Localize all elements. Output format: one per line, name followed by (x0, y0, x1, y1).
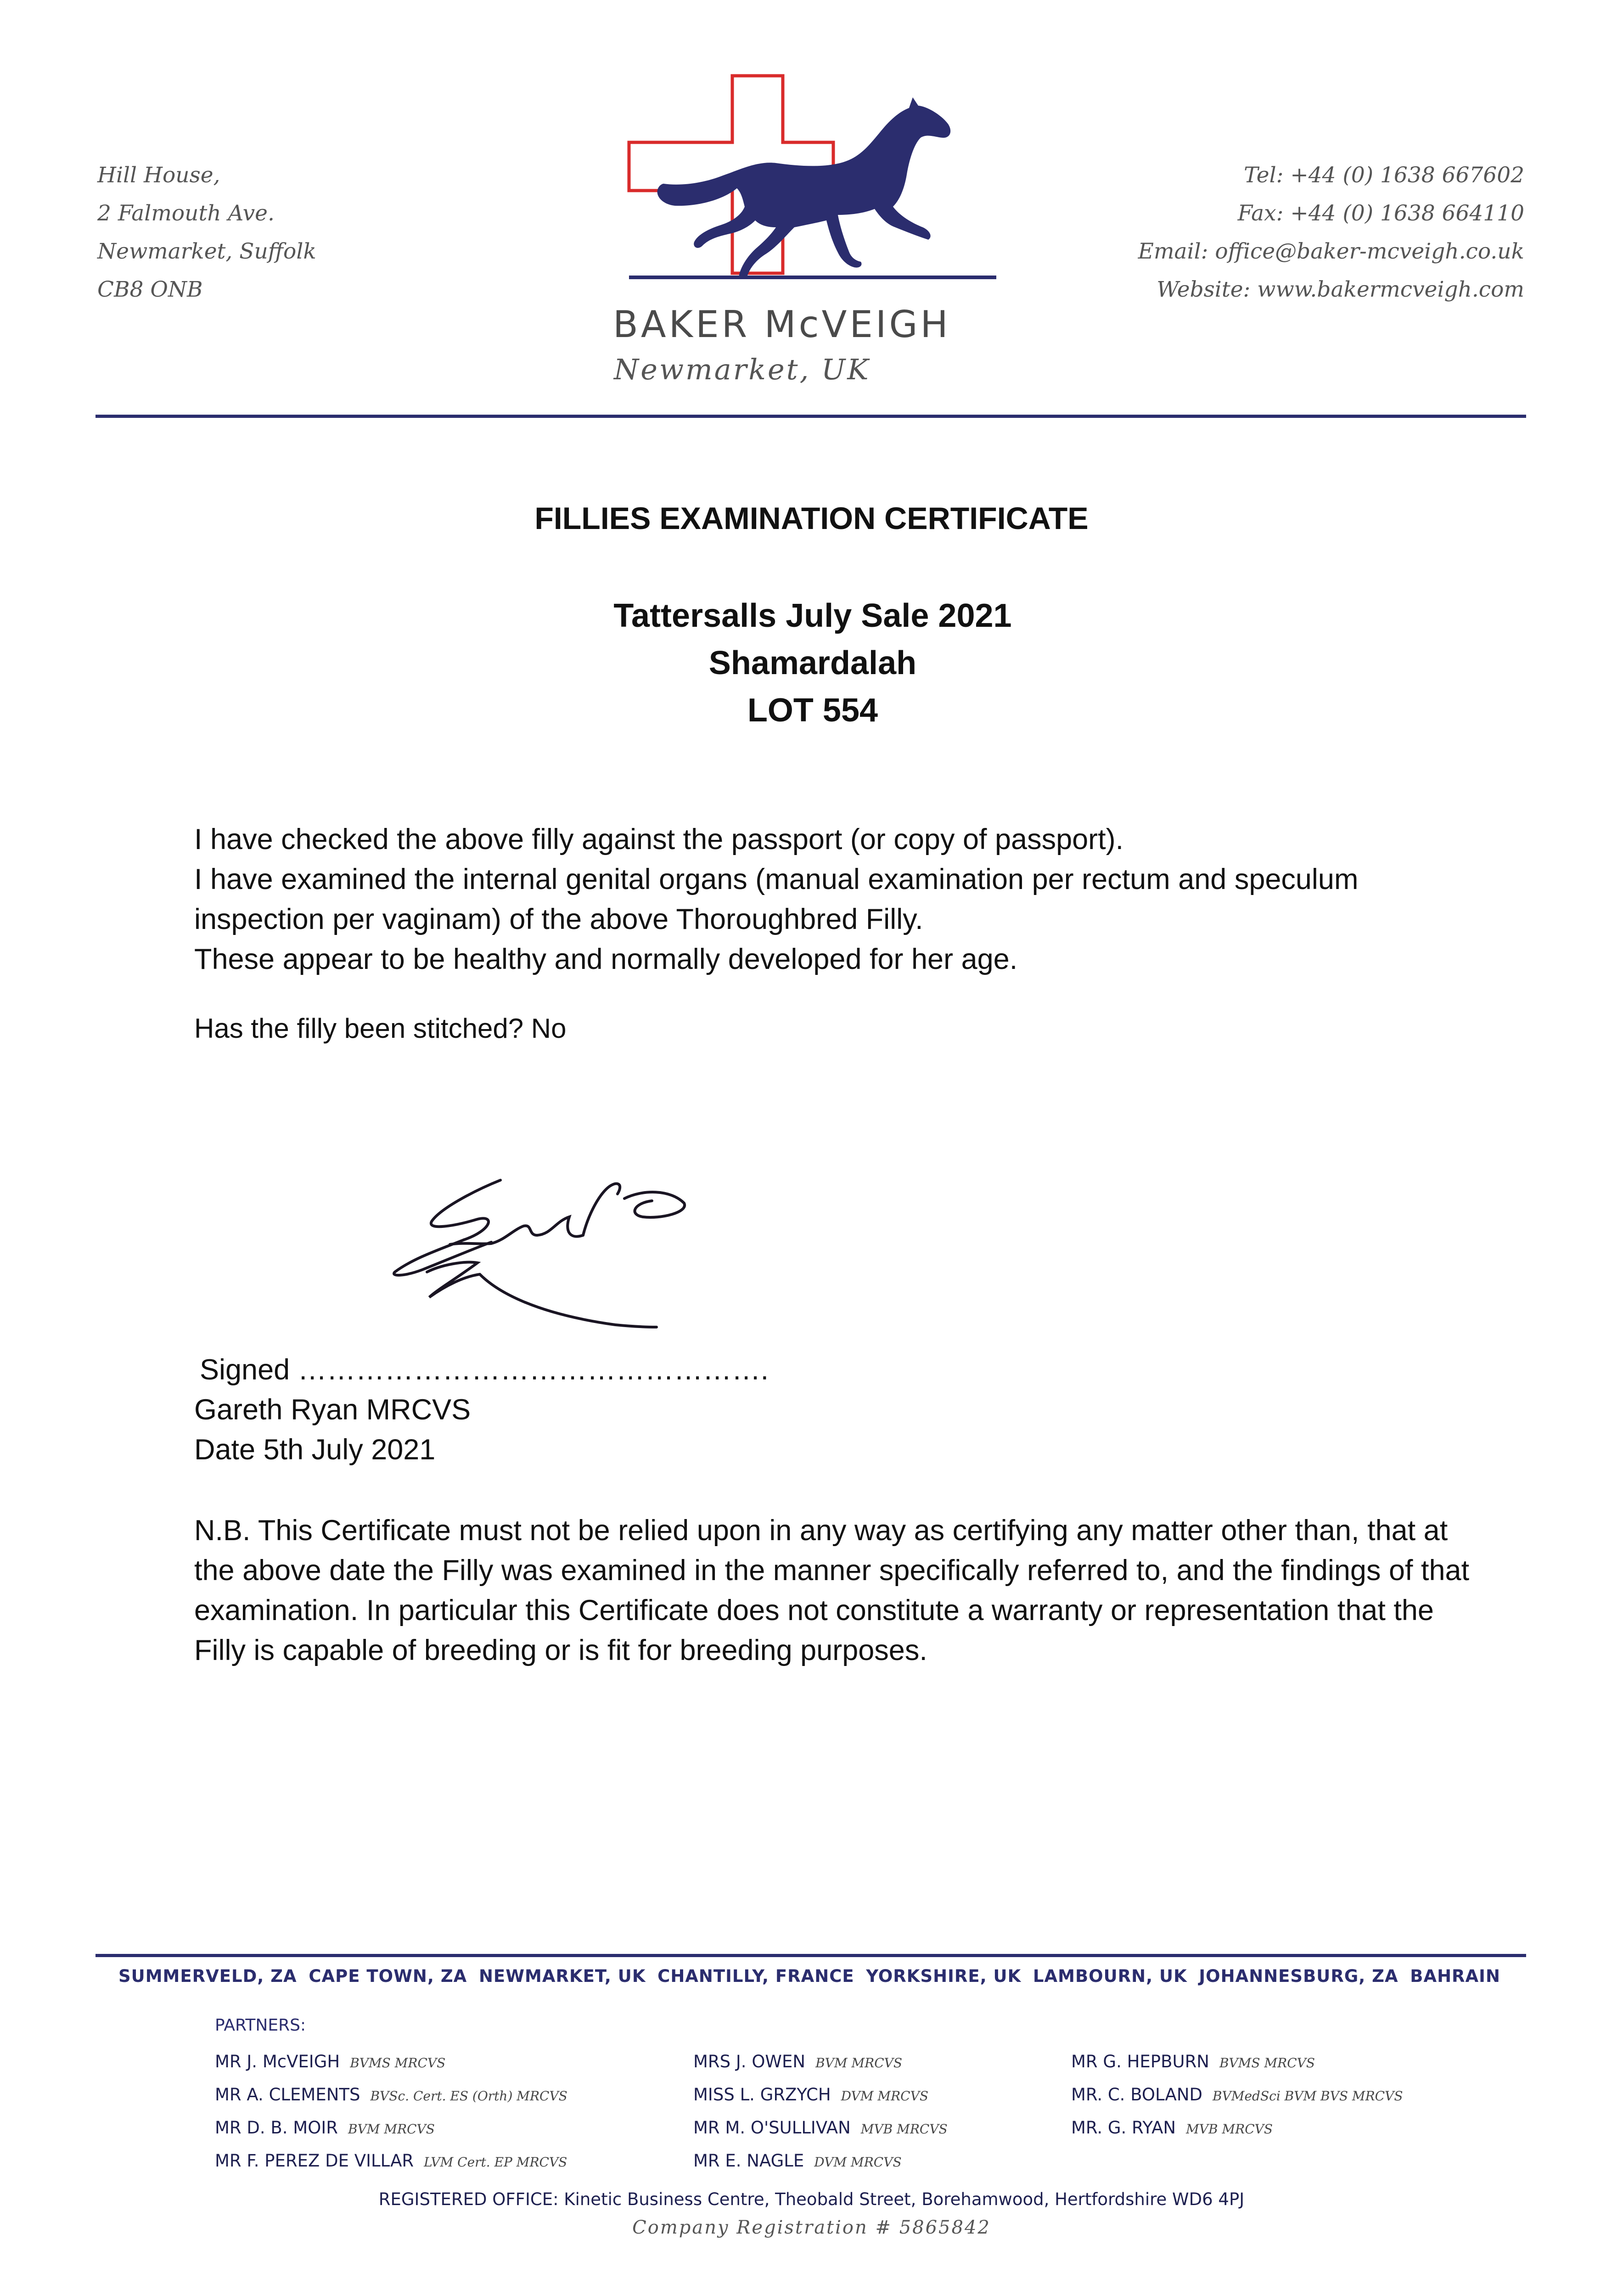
partner-entry (693, 2079, 948, 2112)
signature-image (386, 1162, 725, 1341)
office-location: LAMBOURN, UK (1033, 1966, 1187, 1986)
address-line: 2 Falmouth Ave. (97, 201, 275, 226)
office-location: CAPE TOWN, ZA (309, 1966, 467, 1986)
partner-entry (215, 2145, 567, 2178)
phone-number: Tel: +44 (0) 1638 667602 (1244, 163, 1524, 188)
horse-cross-logo-icon (624, 69, 1001, 400)
certificate-title: FILLIES EXAMINATION CERTIFICATE (534, 501, 1089, 536)
horse-name: Shamardalah (708, 645, 917, 681)
sale-details (611, 592, 1015, 734)
partners-column (215, 2046, 567, 2178)
partner-name: MR F. PEREZ DE VILLAR (215, 2151, 414, 2171)
partner-name: MR A. CLEMENTS (215, 2085, 360, 2105)
office-location: BAHRAIN (1410, 1966, 1500, 1986)
partner-name: MRS J. OWEN (693, 2052, 806, 2071)
office-location: YORKSHIRE, UK (866, 1966, 1022, 1986)
partner-qualification: BVMS MRCVS (1219, 2055, 1315, 2071)
office-location: SUMMERVELD, ZA (118, 1966, 297, 1986)
partner-name: MR J. McVEIGH (215, 2052, 340, 2071)
partner-entry (215, 2112, 567, 2145)
registered-office: REGISTERED OFFICE: Kinetic Business Centre, Theobald Street, Borehamwood, Hertfordshire WD6 4PJ (378, 2189, 1245, 2209)
signed-line: Signed …………………………………………. (200, 1354, 769, 1386)
partner-qualification: DVM MRCVS (814, 2155, 902, 2170)
partner-qualification: MVB MRCVS (1186, 2122, 1273, 2137)
partner-name: MR E. NAGLE (693, 2151, 804, 2171)
fax-number: Fax: +44 (0) 1638 664110 (1237, 201, 1524, 226)
partner-qualification: BVSc. Cert. ES (Orth) MRCVS (370, 2088, 567, 2104)
office-locations (118, 1966, 1500, 1986)
company-logo (624, 69, 1001, 400)
signature-icon (386, 1162, 725, 1341)
brand-name: BAKER McVEIGH (613, 303, 951, 346)
email-address: Email: office@baker-mcveigh.co.uk (1138, 239, 1524, 264)
address-line: Hill House, (97, 163, 220, 188)
body-paragraph: These appear to be healthy and normally developed for her age. (194, 943, 1018, 975)
partner-name: MR M. O'SULLIVAN (693, 2118, 851, 2138)
partner-name: MR. C. BOLAND (1071, 2085, 1202, 2105)
partner-entry (693, 2046, 948, 2079)
body-paragraph: I have examined the internal genital organs (manual examination per rectum and speculum inspection per vaginam) of the above Thoroughbred Filly. (194, 863, 1359, 935)
partner-entry (215, 2046, 567, 2079)
partner-entry (1071, 2079, 1403, 2112)
header-divider (95, 415, 1526, 418)
office-location: JOHANNESBURG, ZA (1199, 1966, 1398, 1986)
partner-qualification: LVM Cert. EP MRCVS (424, 2155, 567, 2170)
partner-entry (693, 2112, 948, 2145)
partner-qualification: BVM MRCVS (348, 2122, 435, 2137)
signature-date: Date 5th July 2021 (194, 1434, 436, 1466)
partner-qualification: BVM MRCVS (815, 2055, 903, 2071)
partner-qualification: BVMS MRCVS (350, 2055, 446, 2071)
lot-number: LOT 554 (747, 692, 878, 729)
partner-entry (693, 2145, 948, 2178)
address-line: CB8 ONB (97, 277, 203, 302)
partner-qualification: DVM MRCVS (841, 2088, 928, 2104)
certificate-body (194, 820, 1480, 979)
company-registration: Company Registration # 5865842 (632, 2217, 991, 2238)
partner-name: MR D. B. MOIR (215, 2118, 338, 2138)
partners-column (693, 2046, 948, 2178)
stitched-question: Has the filly been stitched? No (194, 1013, 567, 1044)
office-location: CHANTILLY, FRANCE (657, 1966, 854, 1986)
partner-qualification: MVB MRCVS (860, 2122, 948, 2137)
partner-name: MISS L. GRZYCH (693, 2085, 831, 2105)
partner-entry (1071, 2112, 1403, 2145)
footer-divider (95, 1954, 1526, 1957)
brand-location: Newmarket, UK (614, 353, 870, 386)
partners-label: PARTNERS: (215, 2016, 306, 2035)
partner-qualification: BVMedSci BVM BVS MRCVS (1213, 2088, 1403, 2104)
body-paragraph: I have checked the above filly against the passport (or copy of passport). (194, 823, 1124, 855)
company-address (97, 156, 316, 309)
website-address: Website: www.bakermcveigh.com (1157, 277, 1524, 302)
partner-name: MR. G. RYAN (1071, 2118, 1176, 2138)
company-contacts (1138, 156, 1524, 309)
signatory-name: Gareth Ryan MRCVS (194, 1394, 471, 1426)
address-line: Newmarket, Suffolk (97, 239, 316, 264)
partners-column (1071, 2046, 1403, 2145)
partner-name: MR G. HEPBURN (1071, 2052, 1209, 2071)
sale-name: Tattersalls July Sale 2021 (613, 597, 1012, 634)
signature-block (194, 1350, 769, 1470)
disclaimer-note: N.B. This Certificate must not be relied upon in any way as certifying any matter other than, that at the above date the Filly was examined in the manner specifically referred to, and the findings of that examination. In particular this Certificate does not constitute a warranty or representation that the Filly is capable of breeding or is fit for breeding purposes. (194, 1514, 1470, 1666)
office-location: NEWMARKET, UK (478, 1966, 646, 1986)
partner-entry (1071, 2046, 1403, 2079)
partner-entry (215, 2079, 567, 2112)
